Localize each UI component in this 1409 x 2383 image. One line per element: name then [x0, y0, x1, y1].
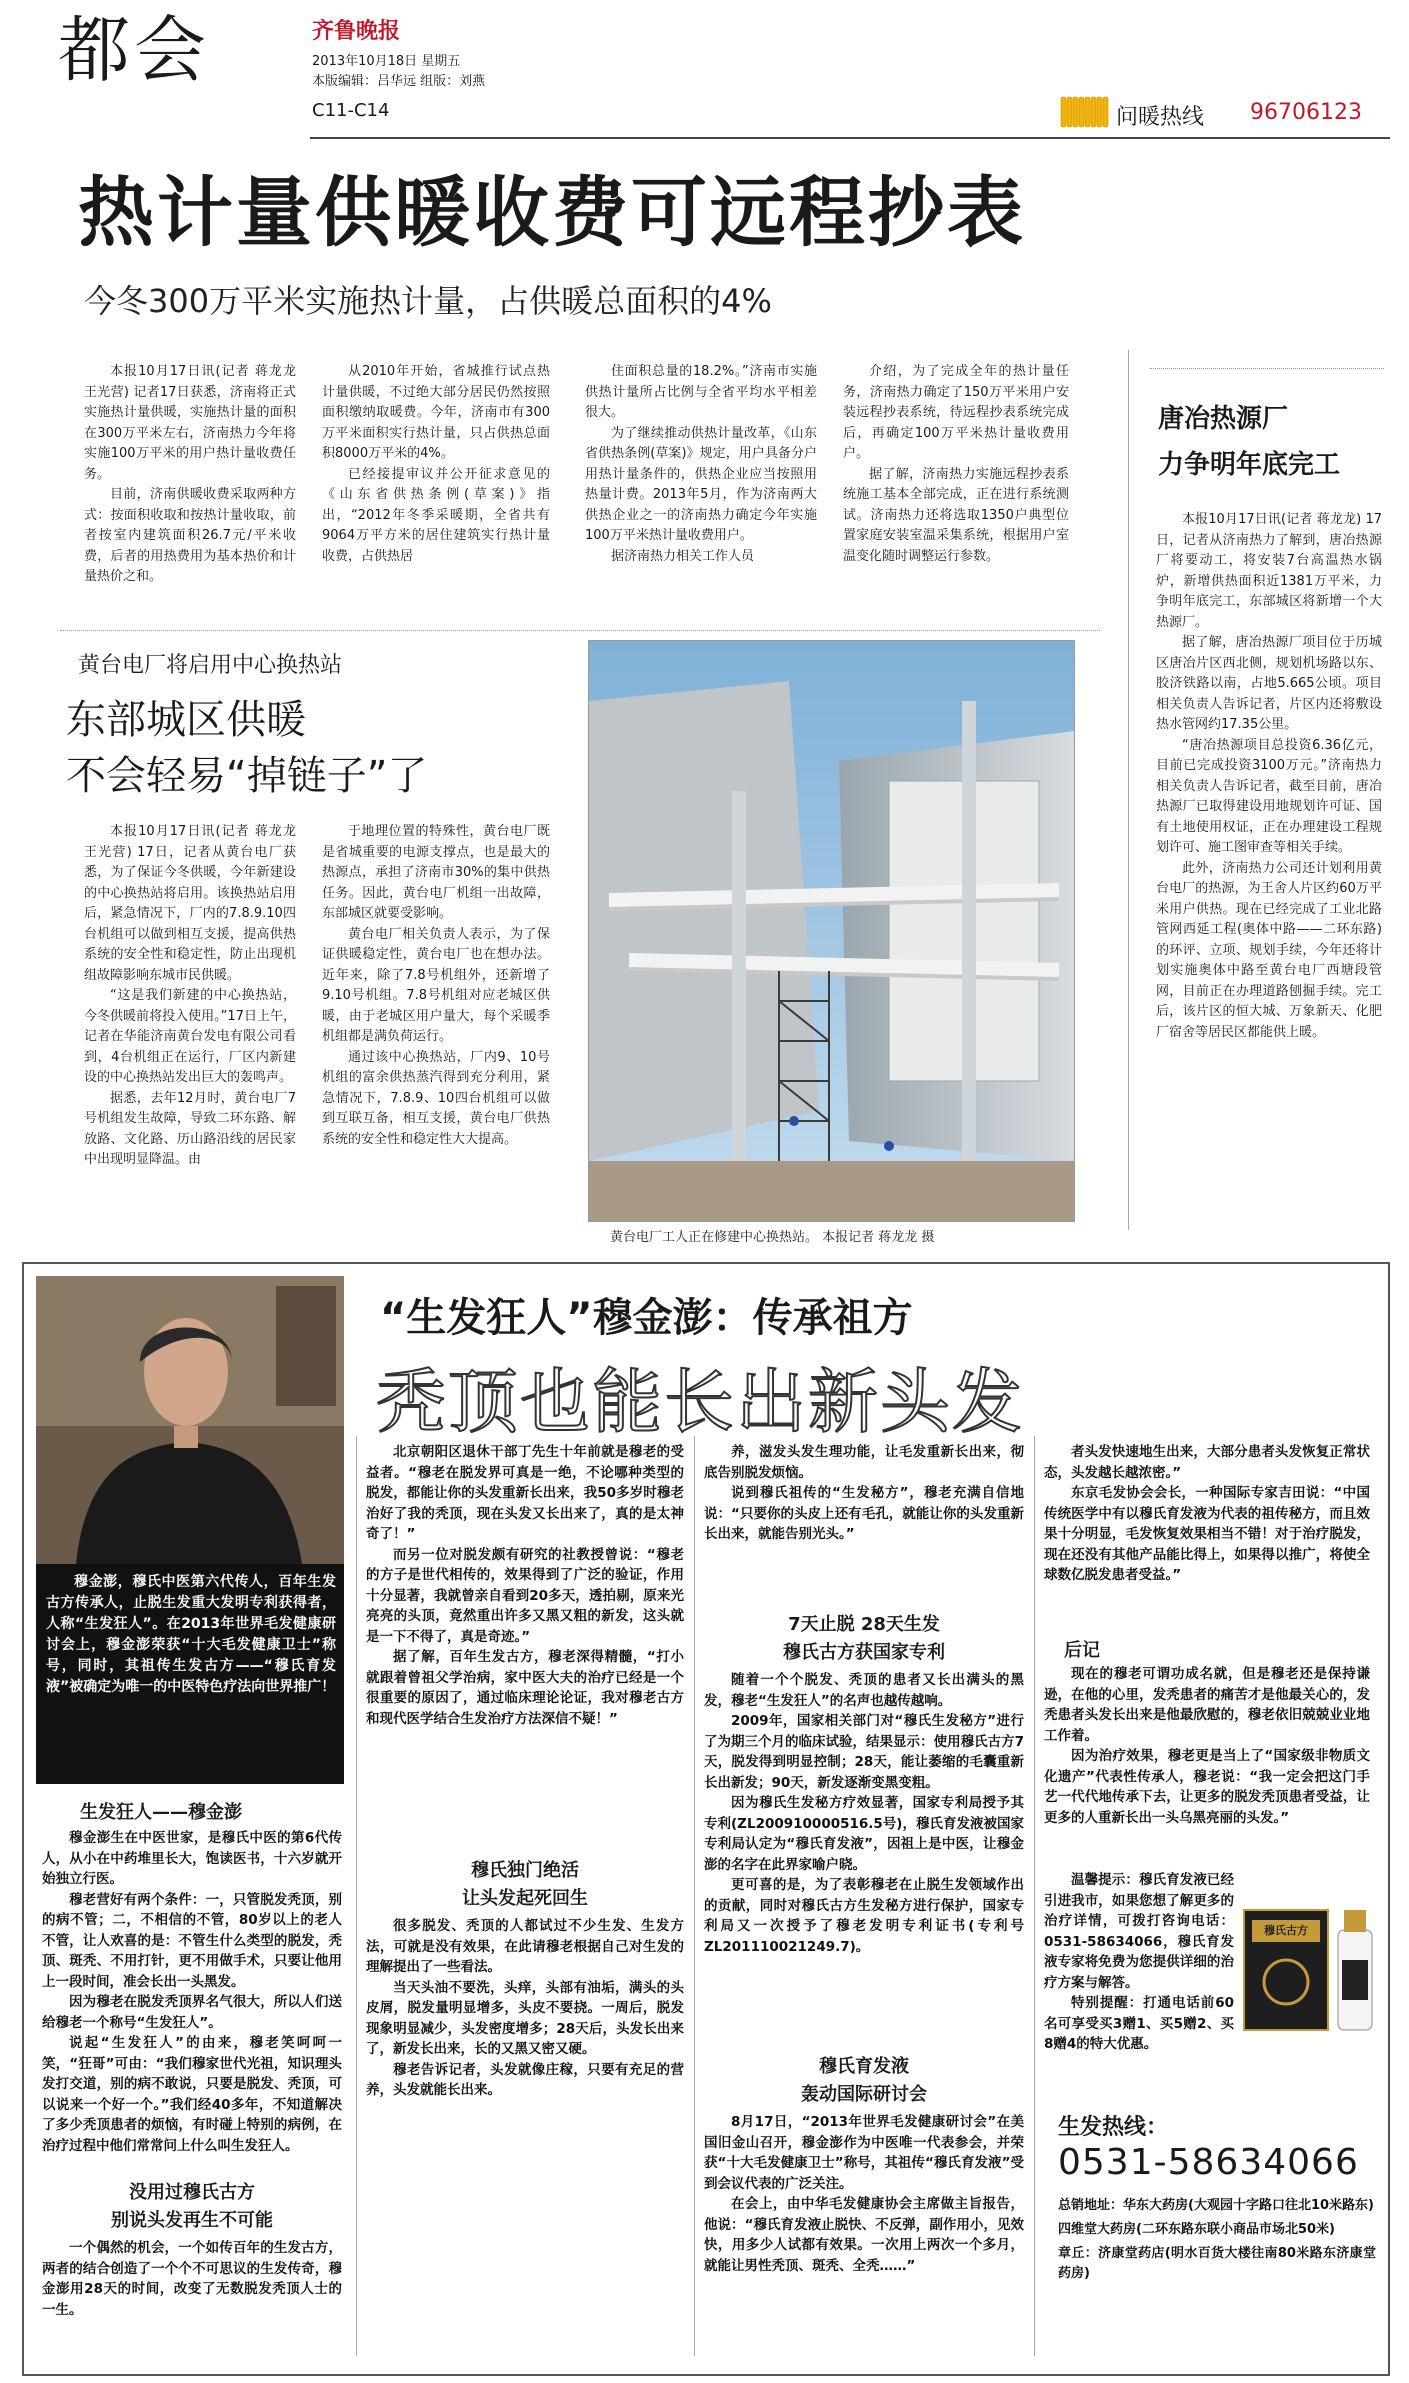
ad-col3-p3: 因为穆氏生发秘方疗效显著，国家专利局授予其专利(ZL200910000516.5号)，穆氏育发液被国家专利局认定为“穆氏育发液”，因祖上是中医，让穆金澎的名字在此界家喻户晓。 [704, 1795, 1024, 1873]
ad-col4-p1: 现在的穆老可谓功成名就，但是穆老还是保持谦逊，在他的心里，发秃患者的痛苦才是他最关心的，发秃患者头发长出来是他最欣慰的，穆老依旧兢兢业业地工作着。 [1044, 1666, 1370, 1744]
ad-address-1: 总销地址：华东大药房(大观园十字路口往北10米路东) [1058, 2198, 1374, 2213]
portrait-photo [36, 1276, 344, 1564]
lead-col-3-p1: 住面积总量的18.2%。”济南市实施供热计量所占比例与全省平均水平相差很大。 [585, 364, 817, 420]
second-col-2-p2: 黄台电厂相关负责人表示，为了保证供暖稳定性，黄台电厂也在想办法。近年来，除了7.8号机组外，还新增了9.10号机组。7.8号机组对应老城区供暖，由于老城区用户量大，每个采暖季机组都是满负荷运行。 [322, 926, 550, 1044]
ad-col-3-top [704, 1442, 1024, 1545]
ad-col-3 [704, 1670, 1024, 1957]
section-title: 都会 [58, 8, 211, 92]
ad-col-1 [42, 1828, 342, 2156]
hotline-label: 问暖热线 [1116, 105, 1205, 130]
ad-col-3b [704, 2112, 1024, 2276]
heat-station-photo [588, 640, 1075, 1222]
ad-col3b-p1: 8月17日，“2013年世界毛发健康研讨会”在美国旧金山召开，穆金澎作为中医唯一代表参会，并荣获“十大毛发健康卫士”称号，其祖传“穆氏育发液”受到会议代表的广泛关注。 [704, 2114, 1024, 2192]
second-col-1 [84, 822, 296, 1171]
side-p1: 本报10月17日讯(记者 蒋龙龙) 17日，记者从济南热力了解到，唐冶热源厂将要动工，将安装7台高温热水锅炉，新增供热面积近1381万平米，力争明年底完工，东部城区将新增一个大热源厂。 [1156, 512, 1382, 630]
lead-col-3 [585, 362, 817, 567]
ad-col3-subhead-3: 穆氏育发液 [819, 2056, 909, 2077]
ad-col4-p2: 因为治疗效果，穆老更是当上了“国家级非物质文化遗产”代表性传承人，穆老说：“我一定会把这门手艺一代代地传承下去，让更多的脱发秃顶患者受益，让更多的人重新长出一头乌黑亮丽的头发。” [1044, 1748, 1370, 1826]
ad-col4b-p2: 特别提醒：打通电话前60名可享受买3赠1、买5赠2、买8赠4的特大优惠。 [1044, 1995, 1234, 2052]
ad-col-4b [1044, 1870, 1234, 2055]
ad-col2-p3: 据了解，百年生发古方，穆老深得精髓，“打小就跟着曾祖父学治病，家中医大夫的治疗已经是一个很重要的原因了，通过临床理论论证，我对穆老古方和现代医学结合生发治疗方法深信不疑！” [366, 1649, 684, 1727]
masthead-rule [310, 137, 1390, 139]
ad-col1-p2: 穆老营好有两个条件：一，只管脱发秃顶，别的病不管；二，不相信的不管，80岁以上的老人不管，让人欢喜的是：不管生什么类型的脱发，秃顶、斑秃、不用打针，更不用做手术，只要让他用上一段时间，准会长出一头黑发。 [42, 1891, 342, 1990]
ad-hotline-label: 生发热线： [1058, 2115, 1169, 2140]
ad-col-2b [366, 1916, 684, 2101]
ad-col3-subhead-4: 轰动国际研讨会 [801, 2084, 927, 2105]
radiator-icon [1060, 95, 1110, 129]
ad-col1-p1: 穆金澎生在中医世家，是穆氏中医的第6代传人，从小在中药堆里长大，饱读医书，十六岁就开始独立行医。 [42, 1830, 342, 1887]
ad-col3-p4: 更可喜的是，为了表彰穆老在止脱生发领域作出的贡献，同时对穆氏古方生发秘方进行保护，国家专利局又一次授予了穆老发明专利证书(专利号ZL201110021249.7)。 [704, 1877, 1024, 1955]
ad-col3-subhead: 7天止脱 28天生发 [788, 1614, 940, 1635]
portrait-caption: 穆金澎，穆氏中医第六代传人，百年生发古方传承人，止脱生发重大发明专利获得者，人称“生发狂人”。在2013年世界毛发健康研讨会上，穆金澎荣获“十大毛发健康卫士”称号，同时，其祖传生发古方——“穆氏育发液”被确定为唯一的中医特色疗法向世界推广！ [46, 1574, 336, 1695]
hotline-number: 96706123 [1250, 100, 1362, 125]
second-col-1-p1: 本报10月17日讯(记者 蒋龙龙 王光营) 17日，记者从黄台电厂获悉，为了保证今冬供暖，今年新建设的中心换热站将启用。该换热站启用后，紧急情况下，厂内的7.8.9.10四台机组可以做到相互支援，提高供热系统的安全性和稳定性，防止出现机组故障影响东城市民供暖。 [84, 824, 296, 983]
lead-col-2-p1: 从2010年开始，省城推行试点热计量供暖，不过绝大部分居民仍然按照面积缴纳取暖费。今年，济南市有300万平米面积实行热计量，只占供热总面积8000万平米的4%。 [322, 364, 550, 461]
newspaper-brand: 齐鲁晚报 [312, 18, 401, 44]
lead-col-4 [843, 362, 1069, 567]
second-col-2-p3: 通过该中心换热站，厂内9、10号机组的富余供热蒸汽得到充分利用，紧急情况下，7.8.9、10四台机组可以做到互联互备，相互支援，黄台电厂供热系统的安全性和稳定性大大提高。 [322, 1049, 550, 1147]
ad-address-2: 四维堂大药房(二环东路东联小商品市场北50米) [1058, 2222, 1335, 2237]
ad-col2-subhead: 穆氏独门绝活 [471, 1860, 579, 1881]
lead-col-4-p1: 介绍，为了完成全年的热计量任务，济南热力确定了150万平米用户安装远程抄表系统，待远程抄表系统完成后，再确定100万平米热计量收费用户。 [843, 364, 1069, 461]
ad-col-4 [1044, 1664, 1370, 1828]
ad-col-4-top [1044, 1442, 1370, 1586]
ad-col3b-p2: 在会上，由中华毛发健康协会主席做主旨报告，他说：“穆氏育发液止脱快、不反弹，副作用小，见效快，用多少人试都有效果。一次用上两次一个多月，就能让男性秃顶、斑秃、全秃……” [704, 2196, 1024, 2274]
lead-col-3-p3: 据济南热力相关工作人员 [611, 548, 755, 564]
second-headline-2: 不会轻易“掉链子”了 [66, 753, 428, 799]
second-headline-1: 东部城区供暖 [66, 697, 306, 743]
ad-col2-subhead-2: 让头发起死回生 [462, 1888, 588, 1909]
side-p2: 据了解，唐冶热源厂项目位于历城区唐冶片区西北侧，规划机场路以东、胶济铁路以南，占地5.665公顷。项目相关负责人告诉记者，片区内还将敷设热水管网约17.35公里。 [1156, 635, 1382, 732]
ad-hotline-number[interactable]: 0531-58634066 [1058, 2142, 1359, 2183]
ad-col4-top-p2: 东京毛发协会会长，一种国际专家吉田说：“中国传统医学中有以穆氏育发液为代表的祖传秘方，而且效果十分明显，毛发恢复效果相当不错！对于治疗脱发，现在还没有其他产品能比得上，如果得以推广，将使全球数亿脱发患者受益。” [1044, 1485, 1370, 1583]
ad-col1-subhead: 没用过穆氏古方 [129, 2182, 255, 2203]
ad-col-1b [42, 2238, 342, 2320]
lead-subhead: 今冬300万平米实施热计量，占供暖总面积的4% [84, 282, 772, 320]
side-p3: “唐冶热源项目总投资6.36亿元，目前已完成投资3100万元。”济南热力相关负责人告诉记者，截至目前，唐冶热源厂已取得建设用地规划许可证、国有土地使用权证，正在办理建设工程规划许可、施工图审查等相关手续。 [1156, 737, 1382, 855]
lead-col-1-p1: 本报10月17日讯(记者 蒋龙龙 王光营) 记者17日获悉，济南将正式实施热计量供暖，实施热计量的面积在300万平米左右，济南热力今年将实施100万平米的用户热计量收费任务。 [84, 364, 296, 482]
ad-col4b-p1: 温馨提示：穆氏育发液已经引进我市，如果您想了解更多的治疗详情，可拨打咨询电话：0531-58634066，穆氏育发液专家将免费为您提供详细的治疗方案与解答。 [1044, 1872, 1234, 1991]
ad-col3-subhead-2: 穆氏古方获国家专利 [783, 1642, 945, 1663]
ad-divider-3 [1034, 1436, 1035, 2356]
ad-kicker: “生发狂人”穆金澎：传承祖方 [380, 1295, 913, 1341]
ad-col1b-p1: 一个偶然的机会，一个如传百年的生发古方，两者的结合创造了一个个不可思议的生发传奇，穆金澎用28天的时间，改变了无数脱发秃顶人士的一生。 [42, 2240, 342, 2318]
side-body [1156, 510, 1382, 1043]
ad-col4-top-p1: 者头发快速地生出来，大部分患者头发恢复正常状态，头发越长越浓密。” [1044, 1444, 1370, 1481]
issue-date: 2013年10月18日 星期五 [312, 54, 461, 69]
ad-col1-p4: 说起“生发狂人”的由来，穆老笑呵呵一笑，“狂哥”可由：“我们穆家世代光祖，知识理头发打交道，别的病不敢说，只要是脱发、秃顶，可以说来一个好一个。”我们经40多年，不知道解决了多少秃顶患者的烦恼，有时碰上特别的病例，在治疗过程中他们常常问上什么叫生发狂人。 [42, 2035, 342, 2154]
ad-col1-subhead-2: 别说头发再生不可能 [111, 2210, 273, 2231]
second-col-2-p1: 于地理位置的特殊性，黄台电厂既是省城重要的电源支撑点，也是最大的热源点，承担了济南市30%的集中供热任务。因此，黄台电厂机组一出故障，东部城区就要受影响。 [322, 824, 550, 921]
lead-col-3-p2: 为了继续推动供热计量改革，《山东省供热条例(草案)》规定，用户具备分户用热计量条件的，供热企业应当按照用热量计费。2013年5月，作为济南两大供热企业之一的济南热力确定今年实施100万平米热计量收费用户。 [585, 425, 817, 543]
ad-col4-subhead: 后记 [1064, 1640, 1100, 1661]
side-headline-1: 唐冶热源厂 [1158, 404, 1289, 434]
lead-col-2-p2: 已经接提审议并公开征求意见的《山东省供热条例(草案)》指出，“2012年冬季采暖期，全省共有9064万平方米的居住建筑实行热计量收费，占供热居 [322, 466, 550, 564]
ad-col3-top-p1: 养，滋发头发生理功能，让毛发重新长出来，彻底告别脱发烦恼。 [704, 1444, 1024, 1481]
ad-col2-p2: 而另一位对脱发颇有研究的社教授曾说：“穆老的方子是世代相传的，效果得到了广泛的验证，作用十分显著，我就曾亲自看到20多天，透拍剔，原来光亮亮的头顶，竟然重出许多又黑又粗的新发，这头就是一下不得了，真是奇迹。” [366, 1546, 684, 1645]
second-col-2 [322, 822, 550, 1150]
ad-col1-p3: 因为穆老在脱发秃顶界名气很大，所以人们送给穆老一个称号“生发狂人”。 [42, 1994, 342, 2031]
lead-col-1-p2: 目前，济南供暖收费采取两种方式：按面积收取和按热计量收取，前者按室内建筑面积26.7元/平米收费，后者的用热费用为基本热价和计量热价之和。 [84, 487, 296, 584]
ad-col3-top-p2: 说到穆氏祖传的“生发秘方”，穆老充满自信地说：“只要你的头皮上还有毛孔，就能让你的头发重新长出来，就能告别光头。” [704, 1485, 1024, 1542]
ad-headline: 秃顶也能长出新头发 [376, 1361, 1024, 1443]
lead-col-4-p2: 据了解，济南热力实施远程抄表系统施工基本全部完成，正在进行系统测试。济南热力还将选取1350户典型位置家庭安装室温采集系统，根据用户室温变化随时调整运行参数。 [843, 466, 1069, 564]
photo-caption: 黄台电厂工人正在修建中心换热站。 本报记者 蒋龙龙 摄 [610, 1230, 935, 1245]
ad-addresses [1058, 2196, 1376, 2284]
second-col-1-p2: “这是我们新建的中心换热站，今冬供暖前将投入使用。”17日上午，记者在华能济南黄台发电有限公司看到，4台机组正在运行，厂区内新建设的中心换热站发出巨大的轰鸣声。 [84, 988, 296, 1085]
second-col-1-p3: 据悉，去年12月时，黄台电厂7号机组发生故障，导致二环东路、解放路、文化路、历山路沿线的居民家中出现明显降温。由 [84, 1090, 296, 1167]
editor-line: 本版编辑：吕华远 组版：刘燕 [312, 74, 486, 89]
lead-headline: 热计量供暖收费可远程抄表 [78, 168, 1026, 257]
ad-col2-p1: 北京朝阳区退休干部丁先生十年前就是穆老的受益者。“穆老在脱发界可真是一绝，不论哪种类型的脱发，都能让你的头发重新长出来，我50多岁时穆老治好了我的秃顶，现在头发又长出来了，真的是太神奇了！” [366, 1444, 684, 1542]
side-divider [1128, 350, 1129, 1230]
ad-col1-title: 生发狂人——穆金澎 [80, 1802, 242, 1823]
ad-col3-p1: 随着一个个脱发、秃顶的患者又长出满头的黑发，穆老“生发狂人”的名声也越传越响。 [704, 1672, 1024, 1709]
side-headline-2: 力争明年底完工 [1158, 450, 1341, 480]
second-top-rule [60, 630, 1100, 631]
ad-col2b-p2: 当天头油不要洗，头痒，头部有油垢，满头的头皮屑，脱发量明显增多，头皮不要挠。一周后，脱发现象明显减少，头发密度增多；28天后，头发长出来了，新发长出来，长的又黑又密又硬。 [366, 1979, 684, 2057]
ad-col3-p2: 2009年，国家相关部门对“穆氏生发秘方”进行了为期三个月的临床试验，结果显示：使用穆氏古方7天，脱发得到明显控制；28天，能让萎缩的毛囊重新长出新发；90天，新发逐渐变黑变粗。 [704, 1713, 1024, 1791]
second-kicker: 黄台电厂将启用中心换热站 [78, 653, 343, 678]
page-range: C11-C14 [312, 100, 390, 121]
ad-col-2 [366, 1442, 684, 1729]
product-label: 穆氏古方 [1264, 1924, 1308, 1937]
ad-col2b-p3: 穆老告诉记者，头发就像庄稼，只要有充足的营养，头发就能长出来。 [366, 2061, 684, 2098]
lead-col-1 [84, 362, 296, 588]
ad-divider-1 [356, 1436, 357, 2356]
side-p4: 此外，济南热力公司还计划利用黄台电厂的热源，为王舍人片区约60万平米用户供热。现在已经完成了工业北路管网西延工程(奥体中路——二环东路)的环评、立项、规划手续，今年还将计划实施奥体中路至黄台电厂西塘段管网，目前正在办理道路刨掘手续。完工后，该片区的恒大城、万象新天、化肥厂宿舍等居民区都能供上暖。 [1156, 860, 1382, 1040]
side-top-rule [1150, 368, 1384, 369]
ad-address-3: 章丘：济康堂药店(明水百货大楼往南80米路东济康堂药房) [1058, 2246, 1376, 2281]
lead-col-2 [322, 362, 550, 567]
product-box-icon [1240, 1890, 1380, 2040]
ad-col2b-p1: 很多脱发、秃顶的人都试过不少生发、生发方法，可就是没有效果，在此请穆老根据自己对生发的理解提出了一些看法。 [366, 1918, 684, 1975]
ad-divider-2 [694, 1436, 695, 2356]
